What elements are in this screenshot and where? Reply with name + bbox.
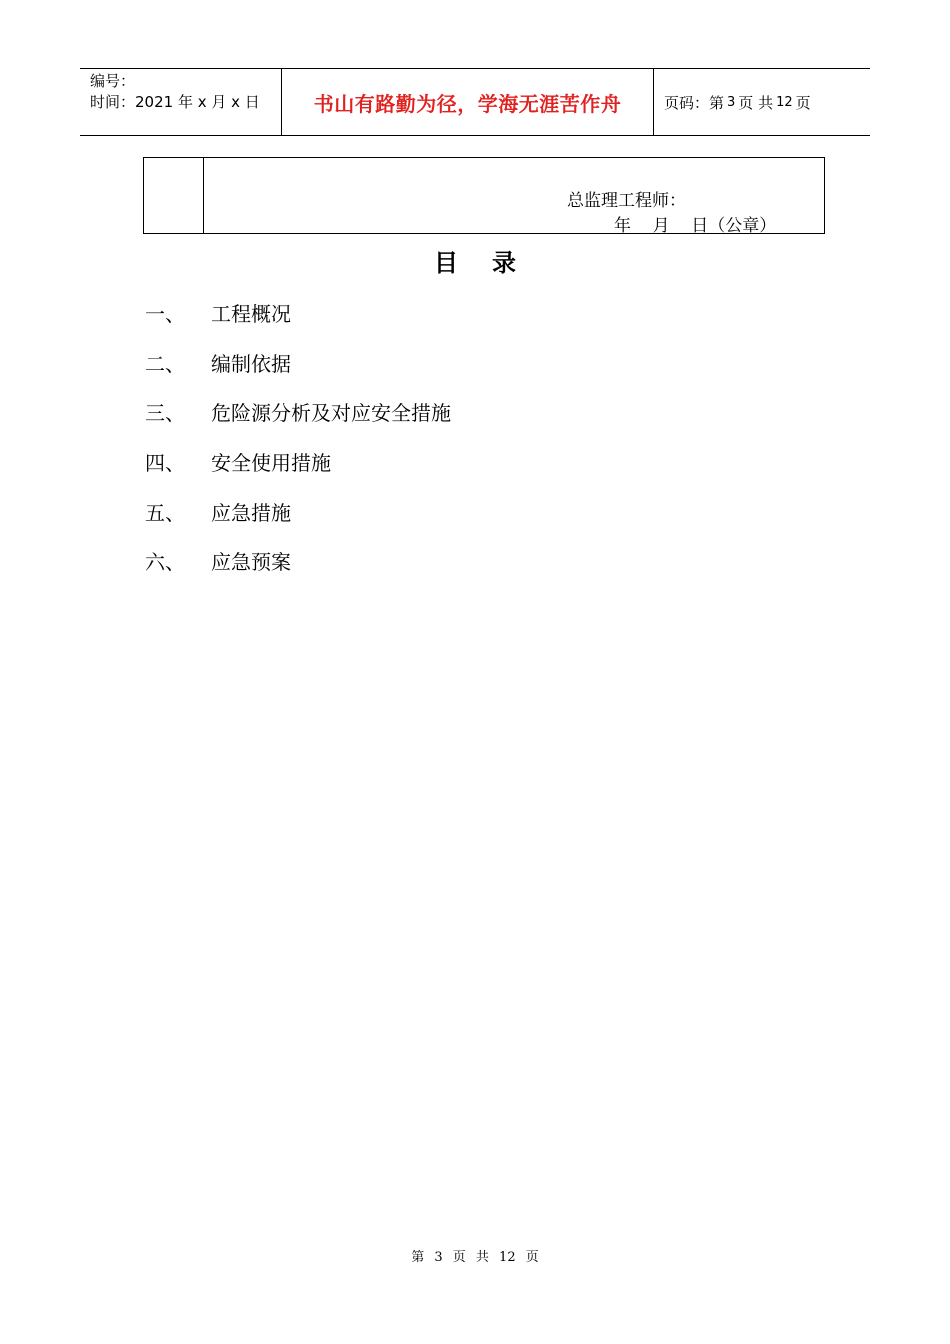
toc-item-number: 一、 <box>145 302 185 326</box>
toc-item-label: 编制依据 <box>211 352 291 376</box>
toc-item[interactable] <box>145 298 291 327</box>
toc-item[interactable] <box>145 497 291 526</box>
toc-item-number: 二、 <box>145 352 185 376</box>
signature-label-cell <box>144 158 204 233</box>
toc-item-label: 应急预案 <box>211 550 291 574</box>
page-footer: 第 3 页 共 12 页 <box>411 1250 539 1265</box>
toc-item-label: 应急措施 <box>211 501 291 525</box>
toc-item-number: 五、 <box>145 501 185 525</box>
toc-item[interactable] <box>145 348 291 377</box>
toc-item-number: 四、 <box>145 451 185 475</box>
page-current: 3 <box>727 94 736 110</box>
toc-item[interactable] <box>145 546 291 575</box>
page-total: 12 <box>776 94 793 110</box>
toc-title: 目录 <box>434 249 550 277</box>
toc-item-number: 三、 <box>145 401 185 425</box>
header-page-info <box>654 69 870 135</box>
signature-content-cell <box>204 158 824 236</box>
header-left-cell <box>80 69 282 135</box>
signature-table <box>143 157 825 234</box>
toc-item[interactable] <box>145 447 331 476</box>
document-date: 时间：2021 年 x 月 x 日 <box>90 93 260 111</box>
page-suffix: 页 <box>795 93 811 112</box>
toc-item-label: 安全使用措施 <box>211 451 331 475</box>
signature-date-seal: 年 月 日（公章） <box>614 216 777 236</box>
toc-item-number: 六、 <box>145 550 185 574</box>
page-mid: 页 共 <box>738 93 774 112</box>
toc-item-label: 工程概况 <box>211 302 291 326</box>
page-header <box>80 68 870 136</box>
toc-item-label: 危险源分析及对应安全措施 <box>211 401 451 425</box>
document-code-label: 编号： <box>90 72 136 90</box>
page-prefix: 页码：第 <box>664 93 725 112</box>
chief-supervisor-label: 总监理工程师： <box>567 191 686 211</box>
toc-item[interactable] <box>145 397 451 426</box>
header-motto: 书山有路勤为径，学海无涯苦作舟 <box>282 69 654 135</box>
